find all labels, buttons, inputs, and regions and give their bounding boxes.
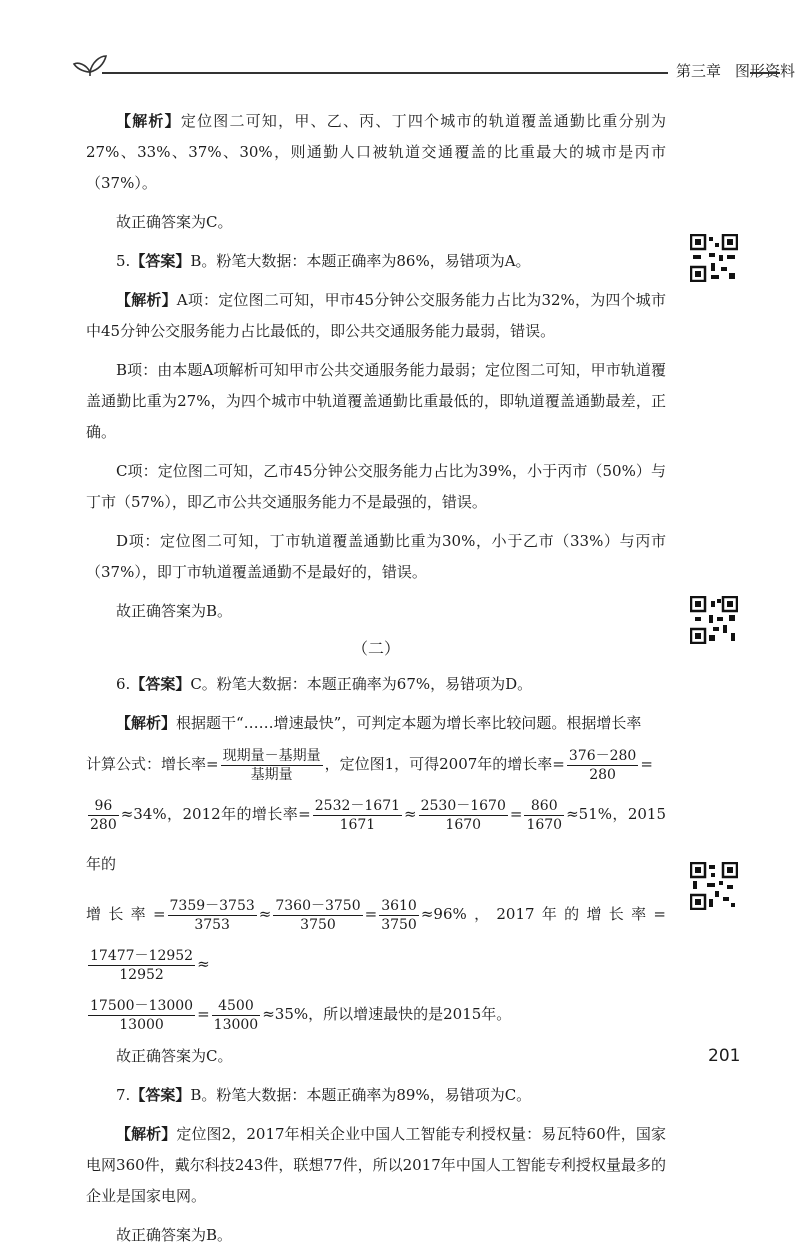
fraction (313, 797, 402, 834)
text: ≈ (404, 805, 417, 823)
text: = (509, 805, 523, 823)
chapter-name: 图形资料 (735, 62, 796, 80)
denominator: 3750 (300, 916, 336, 933)
numerator: 7360－3750 (275, 897, 361, 914)
q7-conclusion: 故正确答案为B。 (116, 1226, 233, 1244)
numerator: 3610 (381, 897, 417, 914)
qr-code-icon[interactable] (690, 234, 738, 282)
q5-explanation-a (86, 285, 666, 347)
numerator: 2532－1671 (314, 797, 401, 814)
explain-text: 定位图二可知，甲、乙、丙、丁四个城市的轨道覆盖通勤比重分别为27%、33%、37%、30%，则通勤人口被轨道交通覆盖的比重最大的城市是丙市（37%）。 (86, 112, 666, 192)
fraction (88, 997, 195, 1034)
q5-explanation-d: D项：定位图二可知，丁市轨道覆盖通勤比重为30%，小于乙市（33%）与丙市（37%），即丁市轨道覆盖通勤不是最好的，错误。 (86, 532, 666, 581)
answer-label: 【答案】 (130, 1086, 191, 1104)
answer-label: 【答案】 (130, 675, 191, 693)
numerator: 17500－13000 (90, 997, 194, 1014)
fraction (379, 897, 419, 934)
text: = (364, 905, 378, 923)
option-a-text: A项：定位图二可知，甲市45分钟公交服务能力占比为32%，为四个城市中45分钟公交服务能力占比最低的，即公共交通服务能力最弱，错误。 (86, 291, 666, 340)
formula-line-4 (86, 989, 666, 1039)
content (86, 106, 666, 1259)
fraction (168, 897, 257, 934)
text: ，定位图1，可得2007年的增长率= (324, 755, 565, 773)
formula-line-3 (86, 889, 666, 989)
numerator: 7359－3753 (169, 897, 255, 914)
numerator: 96 (88, 797, 119, 816)
q4-conclusion: 故正确答案为C。 (116, 213, 233, 231)
formula-line-1 (86, 739, 666, 789)
fraction (419, 797, 508, 834)
qr-code-icon[interactable] (690, 596, 738, 644)
denominator: 1671 (339, 816, 376, 833)
explain-text: 定位图2，2017年相关企业中国人工智能专利授权量：易瓦特60件，国家电网360件，戴尔科技243件，联想77件，所以2017年中国人工智能专利授权量最多的企业是国家电网。 (86, 1125, 666, 1205)
fraction (212, 997, 261, 1034)
fraction (524, 797, 564, 834)
text: ≈96%，2017年的增长率= (420, 905, 666, 923)
header-rule-right (750, 72, 780, 74)
denominator: 基期量 (250, 766, 293, 783)
intro-text: 根据题干“……增速最快”，可判定本题为增长率比较问题。根据增长率 (176, 714, 642, 732)
fraction (567, 747, 638, 784)
chapter-title (676, 60, 795, 81)
fraction (273, 897, 362, 934)
denominator: 3750 (381, 916, 417, 933)
chapter-number: 第三章 (676, 62, 722, 80)
page-number: 201 (708, 1046, 741, 1066)
denominator: 3753 (194, 916, 230, 933)
denominator: 13000 (213, 1016, 259, 1033)
q5-answer (86, 246, 666, 277)
text: ≈34%，2012年的增长率= (120, 805, 311, 823)
answer-text: C。粉笔大数据：本题正确率为67%，易错项为D。 (190, 675, 533, 693)
q7-answer (86, 1080, 666, 1111)
q5-explanation-b: B项：由本题A项解析可知甲市公共交通服务能力最弱；定位图二可知，甲市轨道覆盖通勤比重为27%，为四个城市中轨道覆盖通勤比重最低的，即轨道覆盖通勤最差，正确。 (86, 361, 666, 441)
text: = (197, 1005, 210, 1023)
numerator: 376－280 (568, 747, 637, 764)
q5-conclusion: 故正确答案为B。 (116, 602, 233, 620)
explain-label: 【解析】 (116, 714, 177, 732)
fraction (221, 747, 323, 784)
header-rule (102, 72, 668, 74)
question-number: 7. (116, 1086, 131, 1104)
denominator: 13000 (119, 1016, 164, 1033)
denominator: 12952 (119, 966, 164, 983)
q6-answer (86, 669, 666, 700)
numerator: 2530－1670 (420, 797, 506, 814)
page-header (72, 44, 796, 84)
text: ≈35%，所以增速最快的是2015年。 (262, 1005, 512, 1023)
text: ≈ (258, 905, 272, 923)
text: ≈ (197, 955, 210, 973)
explain-label: 【解析】 (116, 291, 177, 309)
numerator: 860 (524, 797, 564, 816)
numerator: 17477－12952 (90, 947, 194, 964)
fraction (88, 947, 195, 984)
q6-conclusion: 故正确答案为C。 (116, 1047, 233, 1065)
q6-explanation-intro (86, 708, 666, 739)
qr-code-icon[interactable] (690, 862, 738, 910)
section-heading: （二） (351, 639, 400, 658)
text: = (640, 755, 653, 773)
text: 增长率= (86, 905, 166, 923)
denominator: 280 (90, 816, 117, 833)
question-number: 6. (116, 675, 131, 693)
answer-text: B。粉笔大数据：本题正确率为86%，易错项为A。 (190, 252, 531, 270)
fraction (88, 797, 119, 834)
answer-label: 【答案】 (130, 252, 191, 270)
answer-text: B。粉笔大数据：本题正确率为89%，易错项为C。 (190, 1086, 532, 1104)
q5-explanation-c: C项：定位图二可知，乙市45分钟公交服务能力占比为39%，小于丙市（50%）与丁市（57%），即乙市公共交通服务能力不是最强的，错误。 (86, 462, 666, 511)
formula-line-2 (86, 789, 666, 889)
denominator: 280 (589, 766, 616, 783)
numerator: 现期量－基期量 (222, 747, 321, 764)
q7-explanation (86, 1119, 666, 1212)
denominator: 1670 (445, 816, 482, 833)
denominator: 1670 (526, 816, 563, 833)
numerator: 4500 (212, 997, 261, 1016)
explain-label: 【解析】 (116, 112, 181, 130)
explain-label: 【解析】 (116, 1125, 177, 1143)
text: ≈51%，2015年的 (86, 805, 666, 873)
question-number: 5. (116, 252, 131, 270)
text: 计算公式：增长率= (86, 755, 219, 773)
q4-explanation (86, 106, 666, 199)
